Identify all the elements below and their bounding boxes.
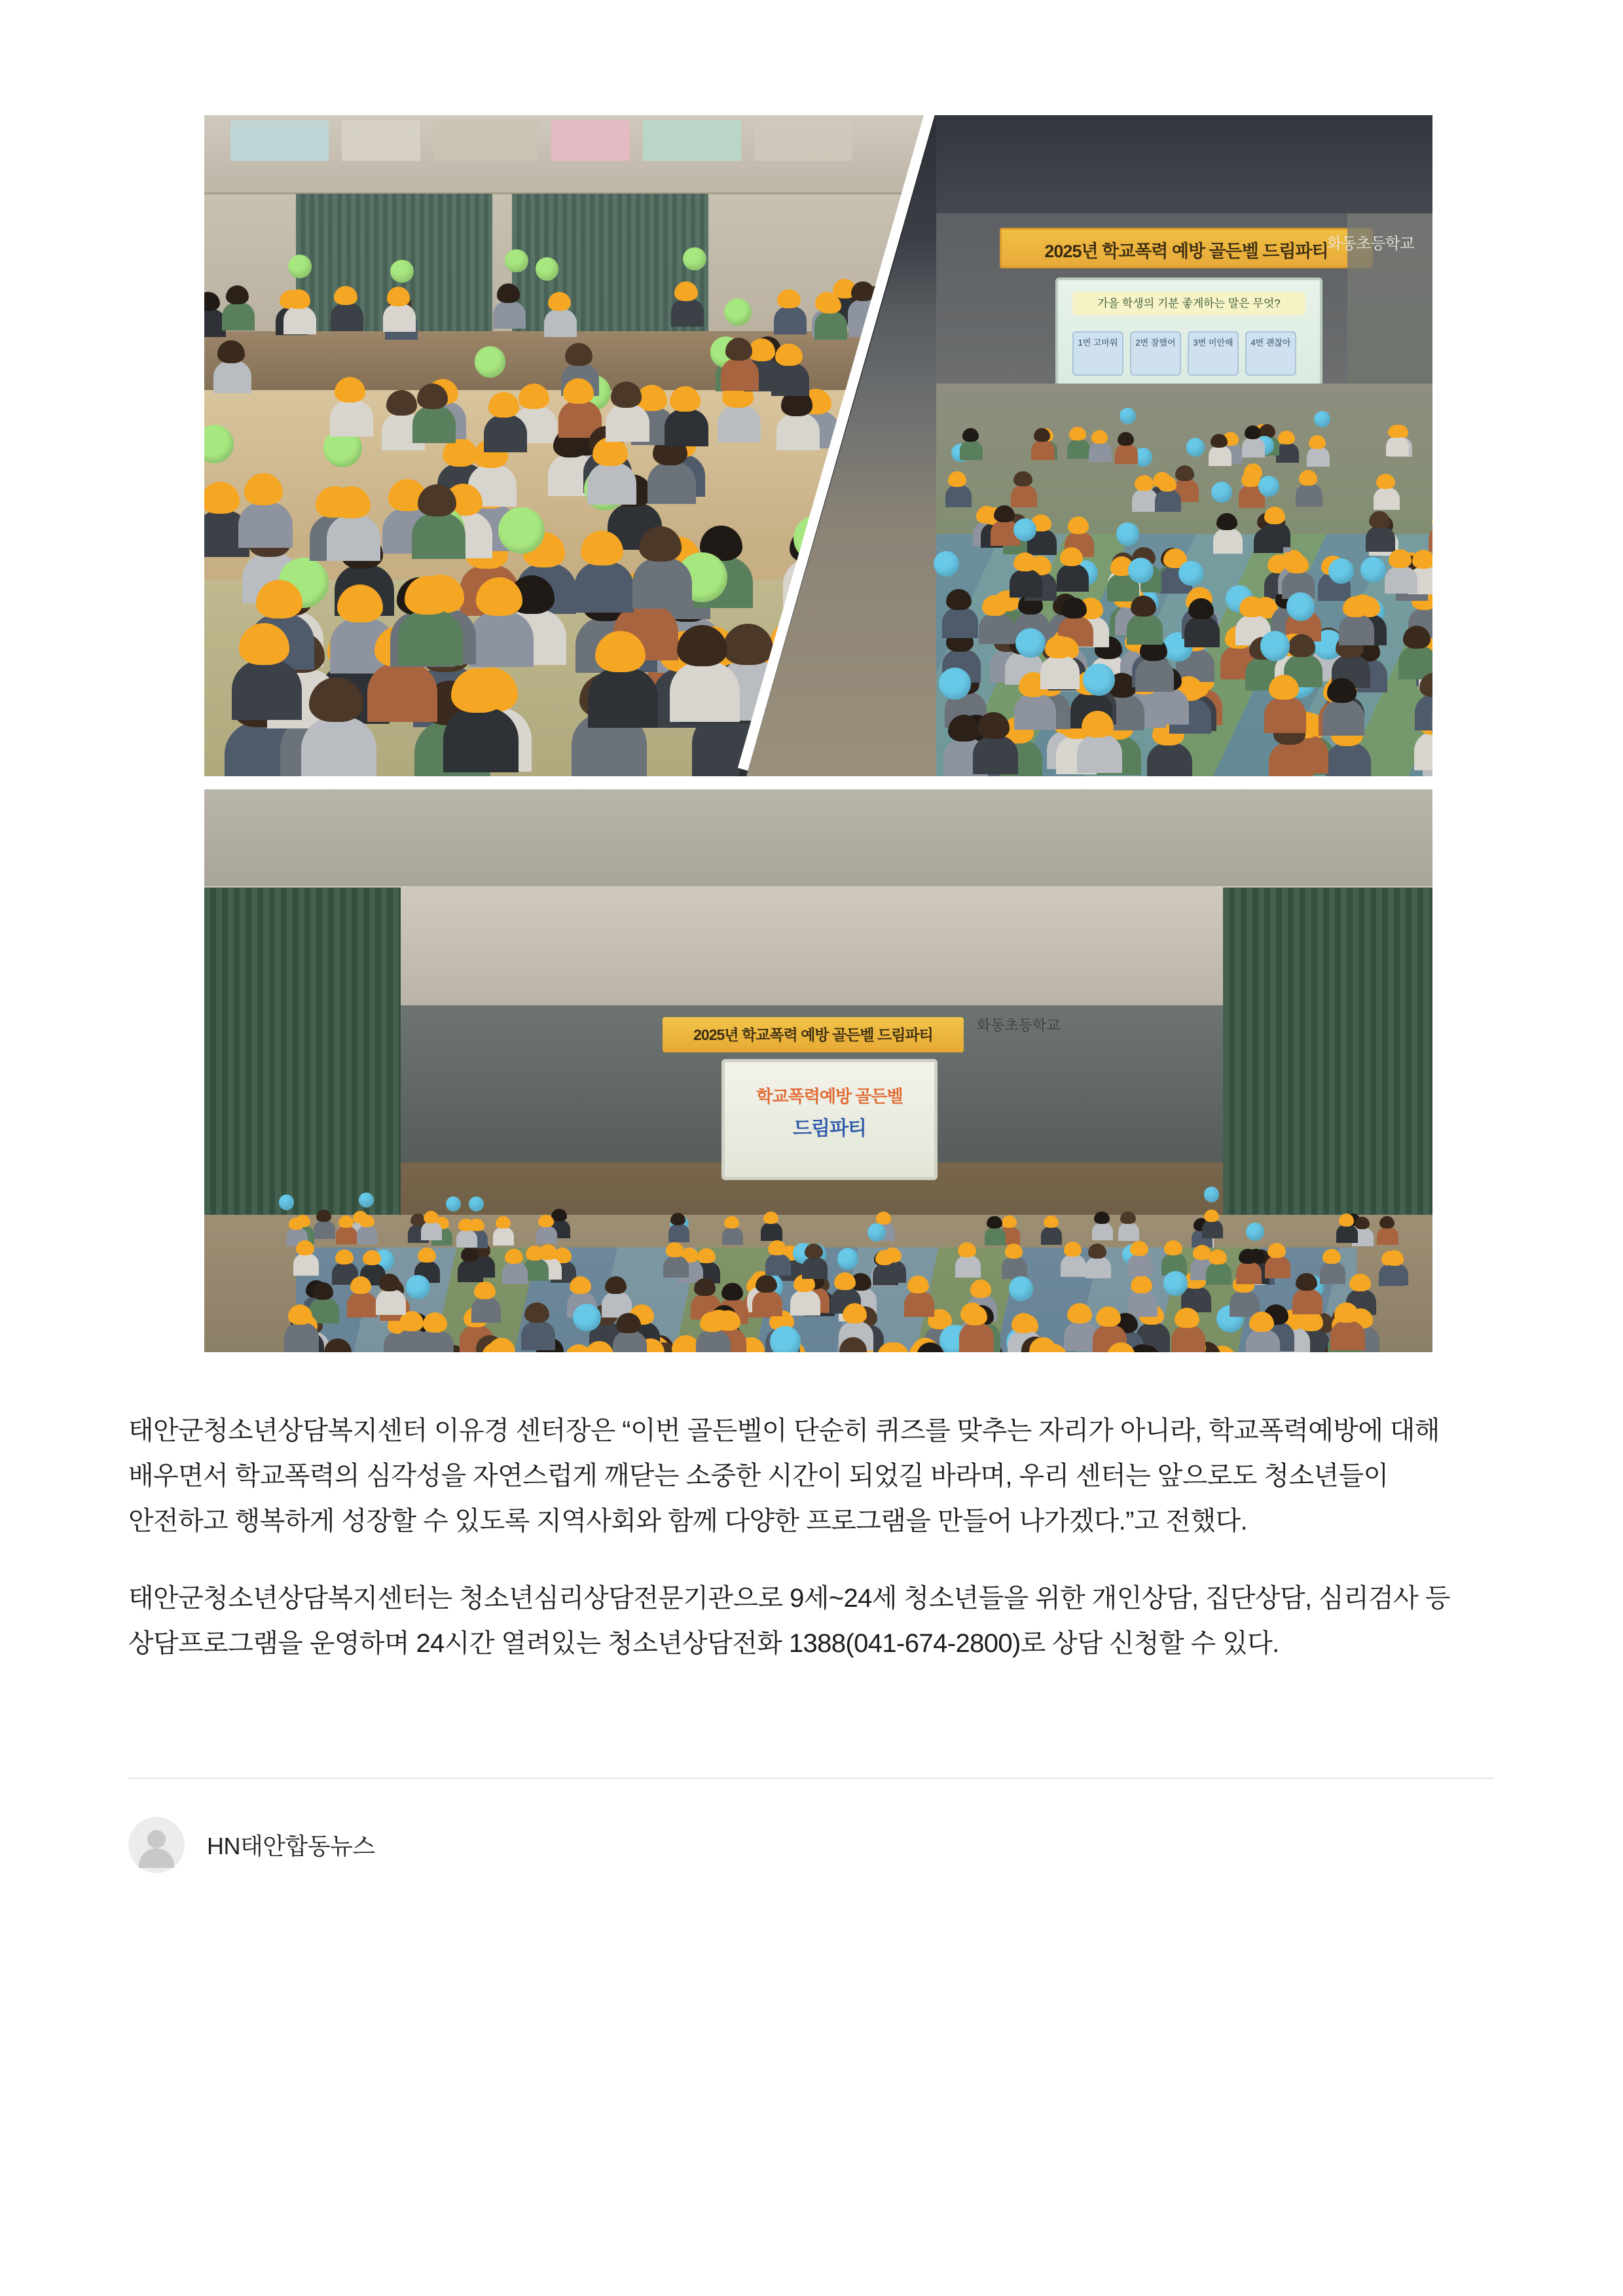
orange-cap (958, 1242, 976, 1257)
crowd-person (347, 1292, 377, 1318)
orange-cap (423, 1312, 448, 1333)
head (524, 1302, 549, 1323)
head (1259, 424, 1275, 438)
balloon (1260, 631, 1290, 661)
head (1120, 1211, 1135, 1224)
crowd-person (668, 1224, 689, 1242)
balloon (724, 298, 752, 326)
orange-cap (876, 1211, 891, 1224)
orange-cap (1135, 475, 1154, 491)
bottom-banner-text: 2025년 학교폭력 예방 골든벨 드림파티 (693, 1026, 933, 1043)
balloon (934, 551, 959, 577)
crowd-person (1002, 1257, 1027, 1278)
crowd-person (663, 1256, 689, 1278)
bottom-ceiling (204, 789, 1432, 888)
crowd-person (722, 1227, 743, 1246)
crowd-person (774, 306, 807, 334)
orange-cap (424, 1211, 439, 1223)
crowd-person (1269, 742, 1314, 776)
crowd-person (1092, 1223, 1113, 1241)
orange-cap (697, 1248, 716, 1263)
screen-question-text: 가을 학생의 기분 좋게하는 말은 무엇? (1072, 292, 1305, 315)
head (1296, 1273, 1317, 1291)
head (1369, 511, 1390, 528)
orange-cap (1013, 552, 1036, 571)
crowd-person (904, 1291, 934, 1317)
crowd-person (1213, 528, 1243, 553)
balloon (446, 1196, 461, 1211)
orange-cap (700, 1312, 725, 1332)
orange-cap (334, 286, 357, 306)
crowd-person (761, 1223, 782, 1241)
crowd-person (1127, 1291, 1158, 1317)
crowd-person (421, 1222, 442, 1240)
head (851, 281, 875, 301)
crowd-person (1326, 743, 1371, 776)
head (611, 382, 642, 407)
crowd-person (1155, 490, 1181, 512)
crowd-person (1041, 1227, 1062, 1245)
crowd-person (1040, 656, 1079, 689)
crowd-person (1031, 440, 1054, 460)
crowd-person (222, 302, 255, 331)
crowd-person (232, 660, 302, 720)
crowd-person (336, 1227, 357, 1245)
crowd-person (1184, 617, 1220, 647)
orange-cap (474, 1282, 496, 1299)
orange-cap (1096, 1306, 1121, 1327)
balloon (359, 1193, 374, 1208)
byline-author-name: HN태안합동뉴스 (207, 1833, 375, 1860)
orange-cap (1389, 549, 1412, 568)
crowd-person (1171, 1325, 1206, 1352)
head (987, 1216, 1002, 1229)
crowd-person (314, 1221, 335, 1239)
crowd-person (376, 1289, 406, 1315)
crowd-person (536, 1226, 557, 1244)
head (756, 1275, 777, 1293)
orange-cap (1285, 554, 1308, 573)
head (565, 343, 593, 365)
orange-cap (1131, 1276, 1152, 1293)
right-banner-text: 2025년 학교폭력 예방 골든벨 드림파티 (1044, 242, 1328, 261)
orange-cap (777, 289, 801, 309)
crowd-person (1322, 700, 1364, 736)
orange-cap (505, 1249, 523, 1264)
balloon (1120, 408, 1136, 424)
head (1188, 598, 1214, 619)
crowd-person (367, 662, 437, 723)
orange-cap (1349, 1274, 1371, 1291)
crowd-person (814, 312, 847, 340)
balloon (1314, 411, 1330, 427)
orange-cap (1067, 1303, 1092, 1323)
crowd-person (574, 562, 634, 613)
balloon (683, 247, 706, 271)
crowd-person (1246, 1329, 1281, 1352)
orange-cap (1376, 474, 1395, 490)
crowd-person (1307, 447, 1330, 467)
crowd-person (1206, 1263, 1231, 1284)
orange-cap (1045, 636, 1072, 658)
orange-cap (818, 295, 841, 314)
article-paragraph-2: 태안군청소년상담복지센터는 청소년심리상담전문기관으로 9세~24세 청소년들을 위한 개인상담, 집단상담, 심리검사 등 상담프로그램을 운영하며 24시간 열려있는 청소년상담전화 1388(041-674-2800)로 상담 신청할 수 있다. (128, 1584, 1450, 1659)
orange-cap (1269, 675, 1299, 700)
avatar-body-shape (139, 1848, 174, 1868)
bottom-screen-line2: 드림파티 (793, 1118, 866, 1139)
balloon (505, 249, 528, 273)
crowd-person (521, 1321, 556, 1350)
crowd-person (1115, 444, 1138, 463)
head (1403, 626, 1431, 649)
crowd-person (1292, 1289, 1322, 1314)
crowd-person (456, 1230, 477, 1248)
orange-cap (970, 1280, 992, 1297)
right-stage-banner (1000, 228, 1373, 268)
orange-cap (418, 1247, 436, 1263)
head (461, 1247, 479, 1262)
orange-cap (907, 1276, 929, 1293)
head (1034, 428, 1050, 442)
photo-bottom-hall (204, 789, 1432, 1352)
crowd-person (1366, 526, 1395, 551)
balloon (1360, 557, 1386, 583)
byline (128, 1817, 1494, 1873)
balloon (1116, 522, 1139, 545)
crowd-person (1242, 437, 1265, 457)
crowd-person (942, 607, 977, 638)
crowd-person (588, 668, 658, 728)
crowd-person (1067, 439, 1090, 459)
bottom-screen-line1: 학교폭력예방 골든벨 (756, 1086, 903, 1106)
balloon (1287, 593, 1315, 620)
orange-cap (1412, 550, 1432, 569)
photo-top-composite (204, 115, 1432, 776)
head (1061, 598, 1087, 619)
crowd-person (776, 413, 820, 450)
head (670, 1213, 685, 1225)
article-photo-group (204, 115, 1432, 1352)
article-paragraph-1: 태안군청소년상담복지센터 이유경 센터장은 “이번 골든벨이 단순히 퀴즈를 맞추는 자리가 아니라, 학교폭력예방에 대해 배우면서 학교폭력의 심각성을 자연스럽게 깨닫는 소중한 시간이 되었길 바라며, 우리 센터는 앞으로도 청소년들이 안전하고 행복하게 성장할 수 있도록 지역사회와 함께 다양한 프로그램을 만들어 나가겠다.”고 전했다. (128, 1416, 1440, 1535)
crowd-person (960, 440, 983, 460)
crowd-person (502, 1262, 528, 1283)
crowd-person (301, 717, 376, 776)
crowd-person (945, 485, 972, 507)
byline-divider (128, 1778, 1494, 1779)
head (1175, 465, 1194, 481)
crowd-person (802, 1257, 828, 1279)
orange-cap (458, 1219, 473, 1231)
crowd-person (1127, 614, 1162, 645)
crowd-person (1014, 694, 1056, 730)
head (694, 1278, 716, 1296)
orange-cap (363, 1250, 381, 1265)
crowd-person (721, 358, 759, 391)
crowd-person (1089, 442, 1112, 462)
crowd-person (383, 304, 416, 332)
crowd-person (1147, 689, 1189, 725)
head (418, 484, 456, 516)
balloon (1128, 558, 1154, 583)
crowd-person (357, 1226, 378, 1244)
head (316, 1210, 331, 1222)
crowd-person (955, 1255, 981, 1277)
head (962, 428, 979, 442)
balloon (1013, 518, 1036, 541)
balloon (288, 255, 312, 278)
orange-cap (288, 1304, 313, 1325)
orange-cap (1309, 435, 1325, 449)
crowd-person (670, 662, 740, 722)
orange-cap (1002, 1215, 1017, 1228)
orange-cap (1239, 596, 1265, 617)
crowd-person (1296, 484, 1322, 506)
balloon (1258, 476, 1279, 497)
crowd-person (1383, 1264, 1408, 1285)
crowd-person (647, 462, 696, 504)
crowd-person (412, 512, 466, 559)
crowd-person (718, 405, 761, 442)
orange-cap (1278, 431, 1294, 444)
head (1013, 471, 1032, 487)
crowd-person (1261, 522, 1290, 547)
balloon (406, 1275, 431, 1300)
crowd-person (493, 1227, 514, 1246)
crowd-person (398, 610, 463, 666)
balloon (770, 1326, 801, 1352)
screen-option-2: 2번 잘했어 (1130, 331, 1181, 376)
head (1094, 1211, 1109, 1224)
crowd-person (1010, 569, 1042, 598)
crowd-person (395, 1329, 430, 1353)
head (721, 1283, 743, 1300)
orange-cap (296, 1240, 314, 1255)
orange-cap (1322, 1249, 1341, 1264)
bottom-stage-banner (663, 1017, 964, 1052)
orange-cap (674, 281, 698, 301)
crowd-person (1209, 446, 1231, 465)
crowd-person (1265, 1256, 1290, 1278)
crowd-person (979, 613, 1014, 644)
orange-cap (496, 1216, 511, 1229)
crowd-person (471, 1297, 501, 1323)
crowd-person (1236, 1262, 1262, 1283)
crowd-person (765, 1254, 791, 1276)
orange-cap (1241, 471, 1260, 487)
crowd-person (1320, 1262, 1345, 1283)
orange-cap (359, 1215, 374, 1227)
orange-cap (670, 386, 701, 412)
balloon (1246, 1223, 1264, 1241)
head (994, 505, 1015, 522)
crowd-person (959, 1323, 994, 1352)
orange-cap (768, 1240, 786, 1255)
crowd-person (1264, 697, 1306, 733)
user-avatar-icon (128, 1817, 185, 1873)
crowd-person (1374, 488, 1400, 510)
balloon (1015, 628, 1046, 658)
bottom-curtain-right (1223, 888, 1432, 1254)
crowd-person (1336, 1225, 1357, 1243)
crowd-person (331, 303, 363, 331)
crowd-person (1330, 1321, 1365, 1350)
orange-cap (666, 1242, 684, 1257)
balloon (939, 668, 971, 700)
orange-cap (1299, 470, 1318, 486)
crowd-person (443, 708, 519, 772)
head (1211, 434, 1227, 448)
crowd-person (330, 400, 373, 437)
avatar-head-shape (147, 1830, 166, 1848)
article-body (128, 115, 1494, 1873)
crowd-person (484, 415, 527, 452)
screen-option-1: 1번 고마워 (1072, 331, 1123, 376)
head (1216, 513, 1237, 530)
right-school-label: 화동초등학교 (1326, 235, 1414, 253)
head (551, 1209, 566, 1221)
balloon (475, 346, 505, 377)
orange-cap (1385, 1250, 1404, 1265)
orange-cap (1209, 1249, 1227, 1265)
crowd-person (238, 502, 293, 548)
orange-cap (1388, 425, 1404, 439)
crowd-person (1061, 1255, 1086, 1276)
crowd-person (1386, 437, 1409, 456)
balloon (1186, 438, 1205, 457)
crowd-person (293, 1253, 319, 1275)
crowd-person (587, 463, 636, 505)
orange-cap (387, 287, 410, 306)
crowd-person (985, 1227, 1006, 1246)
head (217, 340, 245, 363)
orange-cap (538, 1215, 553, 1227)
crowd-person (696, 1330, 731, 1352)
orange-cap (570, 1276, 591, 1294)
balloon (1204, 1187, 1219, 1202)
crowd-person (1202, 1220, 1223, 1238)
screen-option-3: 3번 미안해 (1188, 331, 1239, 376)
orange-cap (488, 392, 519, 418)
balloon (573, 1304, 600, 1331)
crowd-person (1135, 658, 1174, 692)
crowd-person (1085, 1257, 1111, 1278)
balloon (1163, 1271, 1188, 1296)
orange-cap (1267, 1243, 1286, 1258)
balloon (498, 507, 545, 554)
head (1118, 432, 1134, 446)
orange-cap (1091, 430, 1108, 444)
crowd-person (1147, 743, 1192, 776)
orange-cap (289, 1217, 304, 1230)
head (605, 1276, 627, 1294)
crowd-person (1377, 1227, 1398, 1246)
head (1379, 1216, 1395, 1229)
screen-option-4: 4번 괜찮아 (1245, 331, 1296, 376)
crowd-person (606, 404, 649, 442)
balloon (1328, 558, 1354, 584)
bottom-school-label: 화동초등학교 (977, 1017, 1061, 1033)
crowd-person (1132, 489, 1158, 511)
balloon (536, 257, 559, 281)
balloon (837, 1248, 859, 1270)
orange-cap (875, 1250, 894, 1265)
crowd-person (752, 1291, 782, 1316)
head (1239, 1249, 1257, 1264)
orange-cap (338, 1215, 354, 1228)
crowd-person (213, 361, 251, 393)
crowd-person (458, 1260, 483, 1282)
crowd-person (665, 409, 708, 446)
crowd-person (613, 1331, 647, 1352)
crowd-person (327, 515, 381, 562)
bottom-projection-screen (721, 1059, 938, 1180)
orange-cap (1069, 427, 1085, 440)
crowd-person (469, 611, 534, 667)
orange-cap (1164, 1240, 1182, 1255)
orange-cap (1264, 507, 1285, 524)
crowd-person (848, 299, 881, 327)
left-ceiling-panels (204, 115, 928, 194)
crowd-person (771, 363, 809, 396)
crowd-person (284, 1323, 319, 1352)
orange-cap (1044, 1215, 1059, 1228)
crowd-person (1339, 615, 1374, 645)
balloon (279, 1194, 294, 1210)
right-ceiling (936, 115, 1432, 213)
orange-cap (1339, 1213, 1354, 1226)
crowd-person (1118, 1223, 1139, 1241)
head (805, 1244, 823, 1259)
crowd-person (1077, 734, 1122, 773)
crowd-person (790, 1290, 820, 1316)
orange-cap (1158, 476, 1177, 492)
orange-cap (843, 1303, 867, 1323)
orange-cap (1068, 516, 1089, 533)
orange-cap (834, 1272, 856, 1290)
head (497, 283, 520, 303)
crowd-person (1127, 1254, 1153, 1276)
head (725, 338, 753, 360)
head (1245, 425, 1261, 439)
crowd-person (873, 1264, 898, 1285)
orange-cap (1175, 1308, 1199, 1328)
crowd-person (1385, 566, 1417, 594)
crowd-person (493, 301, 526, 329)
orange-cap (763, 1211, 778, 1224)
balloon (867, 1223, 886, 1242)
crowd-person (973, 736, 1018, 774)
orange-cap (335, 1249, 354, 1265)
crowd-person (544, 309, 577, 337)
crowd-person (1057, 564, 1089, 592)
crowd-person (632, 558, 692, 609)
crowd-person (1011, 485, 1037, 507)
balloon (1009, 1276, 1034, 1301)
orange-cap (775, 344, 803, 366)
orange-cap (476, 577, 522, 615)
orange-cap (1249, 1312, 1274, 1332)
crowd-person (412, 406, 456, 443)
crowd-person (283, 306, 316, 334)
crowd-person (671, 298, 704, 327)
head (1355, 1217, 1370, 1229)
orange-cap (1343, 596, 1368, 617)
